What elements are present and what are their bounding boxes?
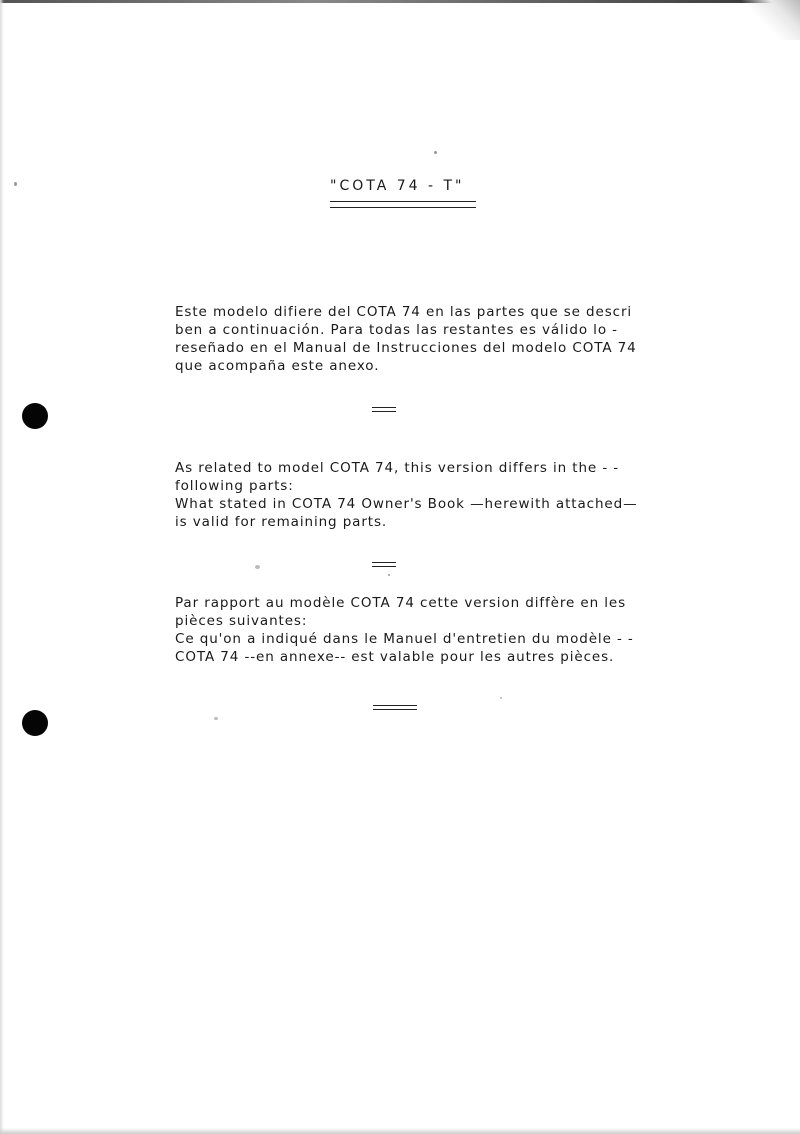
section-divider	[373, 705, 417, 710]
english-line: What stated in COTA 74 Owner's Book —herewith attached—	[175, 496, 638, 512]
spanish-line: ben a continuación. Para todas las restantes es válido lo -	[175, 322, 618, 338]
binder-hole-bottom	[22, 710, 48, 736]
scan-speck	[434, 151, 437, 154]
english-line: As related to model COTA 74, this version differs in the - -	[175, 460, 620, 476]
binder-hole-top	[22, 403, 48, 429]
french-line: Ce qu'on a indiqué dans le Manuel d'entretien du modèle - -	[175, 631, 634, 647]
scan-speck	[14, 182, 17, 186]
spanish-paragraph	[175, 303, 637, 375]
scan-speck	[388, 574, 390, 576]
scan-speck	[500, 697, 502, 699]
title-underline	[330, 201, 476, 208]
page-bottom-edge	[0, 1128, 800, 1134]
scan-speck	[255, 565, 260, 569]
spanish-line: reseñado en el Manual de Instrucciones del modelo COTA 74	[175, 340, 637, 356]
english-paragraph	[175, 459, 638, 531]
spanish-line: que acompaña este anexo.	[175, 358, 380, 374]
page-left-edge	[0, 0, 4, 1134]
spanish-line: Este modelo difiere del COTA 74 en las partes que se descri	[175, 304, 633, 320]
english-line: is valid for remaining parts.	[175, 514, 388, 530]
section-divider	[372, 562, 396, 567]
french-line: pièces suivantes:	[175, 613, 308, 629]
french-line: Par rapport au modèle COTA 74 cette version diffère en les	[175, 595, 627, 611]
french-paragraph	[175, 594, 634, 666]
scan-speck	[214, 717, 218, 720]
page-corner-fold	[740, 0, 800, 40]
english-line: following parts:	[175, 478, 294, 494]
page-top-edge	[0, 0, 800, 3]
document-title: "COTA 74 - T"	[330, 178, 465, 194]
french-line: COTA 74 --en annexe-- est valable pour les autres pièces.	[175, 649, 615, 665]
section-divider	[372, 407, 396, 412]
